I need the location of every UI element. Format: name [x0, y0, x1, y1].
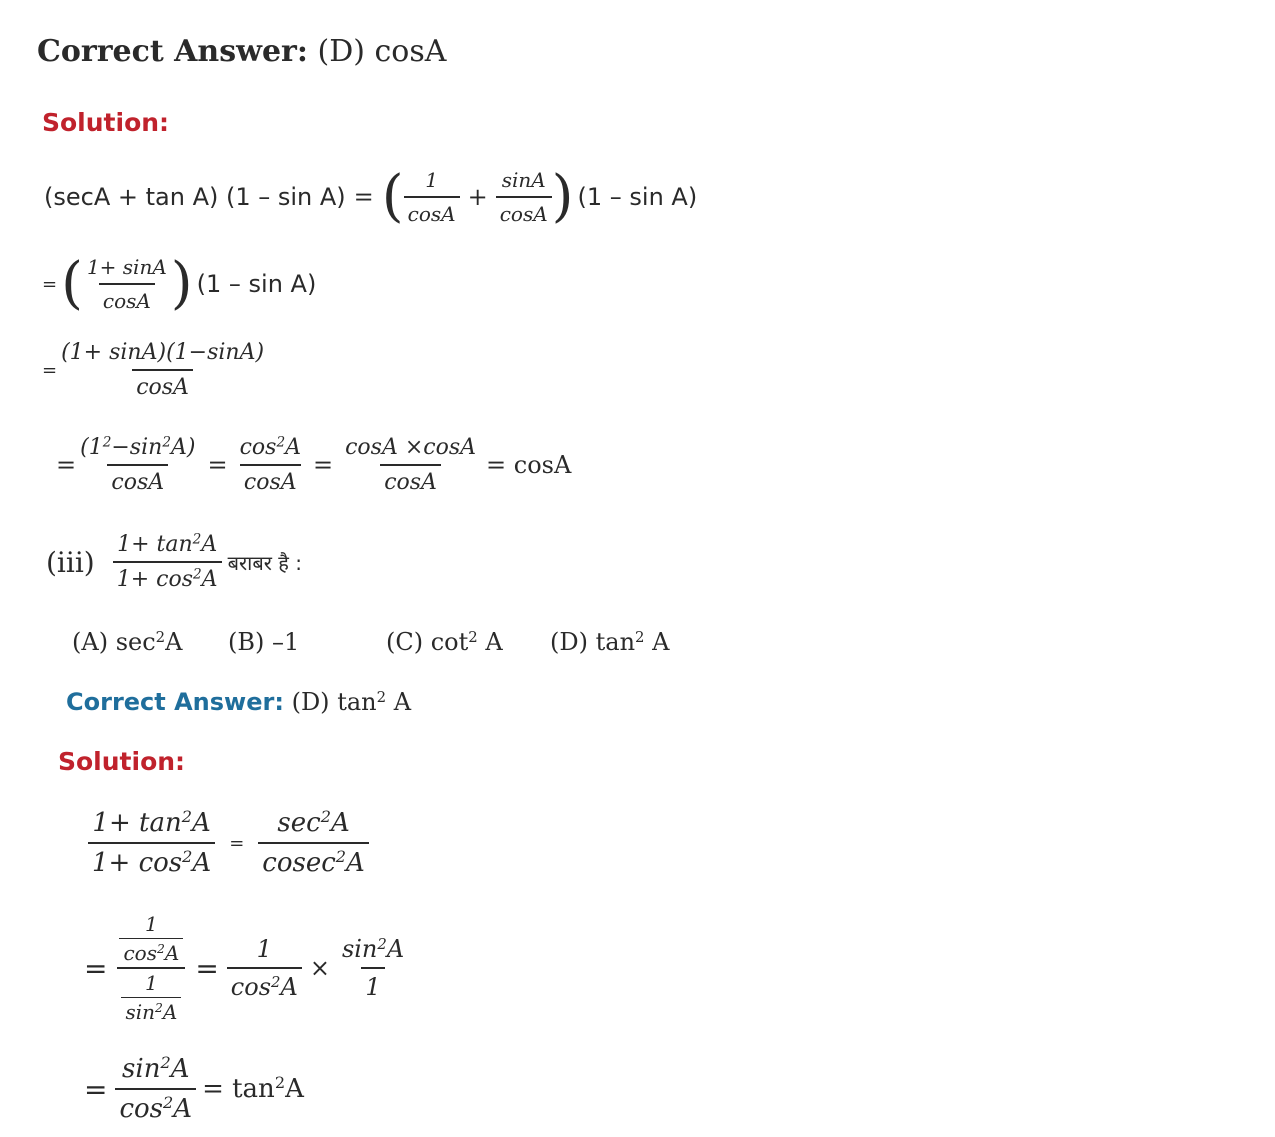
- equals-sign: =: [84, 951, 108, 985]
- equals-sign: =: [313, 451, 334, 479]
- fraction-1-over-cosA: $\frac{1}{\cos A}$: [404, 168, 460, 226]
- fraction-cossq-over-cosA: $\frac{\cos^2A}{\cos A}$: [239, 434, 301, 495]
- option-a: (A) $\sec^2A$: [72, 627, 183, 656]
- answer-line-1: [37, 34, 446, 69]
- answer-value: (D) cosA: [317, 34, 447, 69]
- equation-line-3: [42, 340, 268, 400]
- equals-sign: =: [353, 183, 374, 211]
- equation-line-2: [42, 252, 316, 316]
- answer-line-2: [66, 688, 411, 716]
- fraction-1sq-minus-sinsq: $\frac{(1^2-\sin^2A)}{\cos A}$: [80, 434, 196, 495]
- hindi-text: बराबर है :: [227, 550, 303, 575]
- option-b: (B) –1: [228, 628, 300, 656]
- equation-line-4: [56, 435, 571, 495]
- plus-sign: +: [467, 183, 488, 211]
- solution-heading-1: Solution:: [42, 108, 170, 137]
- fraction-1tan-over-1cos: $\frac{1+ \tan^2A}{1+ \cos^2A}$: [88, 808, 215, 878]
- paren-open: (: [61, 251, 83, 316]
- equals-sign: =: [207, 451, 228, 479]
- factor-1-minus-sinA: (1 – sin A): [196, 270, 317, 298]
- equals-sign: =: [42, 359, 58, 381]
- option-d: (D) $\tan^2 A$: [550, 627, 670, 656]
- fraction-sinsq-over-1: $\frac{\sin^2A}{1}$: [341, 934, 405, 1001]
- answer-value: (D) $\tan^2 A$: [291, 687, 412, 716]
- question-fraction: $\frac{1+ \tan^2A}{1+ \cos^2A}$: [113, 532, 222, 592]
- fraction-sinA-over-cosA: $\frac{\sin A}{\cos A}$: [496, 168, 552, 226]
- equals-sign: =: [56, 451, 77, 479]
- answer-label: Correct Answer:: [37, 34, 308, 69]
- solution-heading-2: Solution:: [58, 747, 186, 776]
- times-sign: ×: [309, 954, 330, 982]
- question-number: (iii): [46, 545, 95, 579]
- equals-sign: =: [195, 951, 219, 985]
- fraction-sec-over-cosec: $\frac{\sec^2A}{cosec^2A}$: [258, 808, 369, 878]
- paren-close: ): [551, 164, 574, 229]
- fraction-1-over-cossq: $\frac{1}{\cos^2A}$: [227, 935, 302, 1001]
- answer-label: Correct Answer:: [66, 688, 284, 716]
- lhs-expression: (secA + tan A) (1 – sin A): [44, 183, 346, 211]
- question-iii: [46, 532, 302, 592]
- equals-sign: =: [84, 1072, 108, 1106]
- fraction-product-over-cosA: $\frac{(1+ \sin A)(1-\sin A)}{\cos A}$: [61, 340, 265, 400]
- equals-sign: =: [42, 273, 58, 295]
- fraction-cosAxcosA-over-cosA: $\frac{\cos A \times\cos A}{\cos A}$: [345, 435, 477, 495]
- fraction-1plus-sinA-over-cosA: $\frac{1+ \sin A}{\cos A}$: [86, 255, 167, 313]
- factor-1-minus-sinA: (1 – sin A): [577, 183, 698, 211]
- result-cosA: = cosA: [486, 451, 572, 479]
- equation-line-1: [44, 165, 697, 229]
- fraction-sinsq-over-cossq: $\frac{\sin^2A}{\cos^2A}$: [115, 1054, 196, 1124]
- paren-open: (: [381, 164, 404, 229]
- equals-sign: =: [229, 832, 245, 854]
- q2-equation-line-3: [84, 1054, 304, 1124]
- complex-fraction: $\frac{\frac{1}{\cos^2A}}{\frac{1}{\sin^2A}}$: [115, 912, 187, 1024]
- paren-close: ): [170, 251, 193, 316]
- result-tansq: = $\tan^2A$: [202, 1073, 304, 1104]
- q2-equation-line-2: [84, 912, 408, 1024]
- option-c: (C) $\cot^2 A$: [386, 627, 503, 656]
- q2-equation-line-1: [88, 808, 369, 878]
